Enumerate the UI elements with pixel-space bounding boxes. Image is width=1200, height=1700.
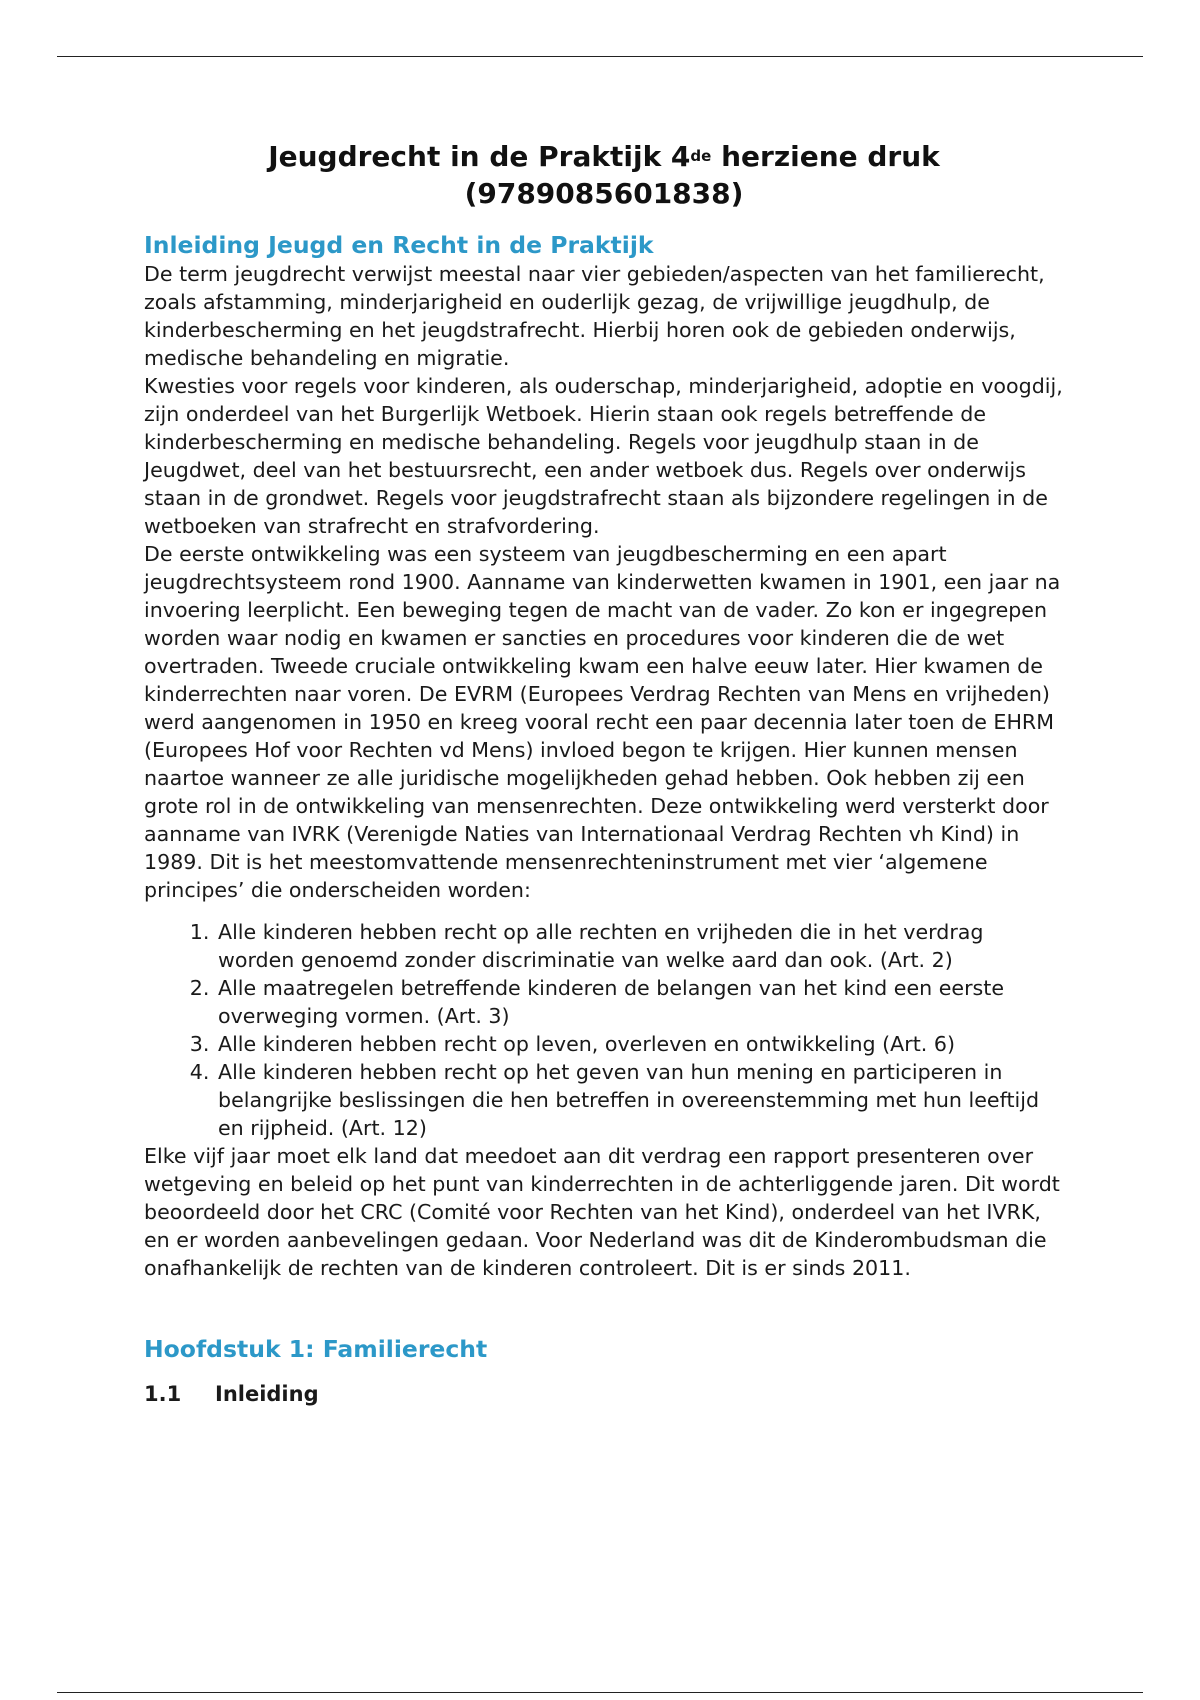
title-isbn: (9789085601838) — [464, 177, 744, 210]
intro-heading: Inleiding Jeugd en Recht in de Praktijk — [144, 231, 654, 259]
intro-paragraph-3: De eerste ontwikkeling was een systeem van jeugdbescherming en een apart jeugdrechtsysteem rond 1900. Aanname van kinderwetten kwamen in 1901, een jaar na invoering leerplicht. Een beweging tegen de macht van de vader. Zo kon er ingegrepen worden waar nodig en kwamen er sancties en procedures voor kinderen die de wet overtraden. Tweede cruciale ontwikkeling kwam een halve eeuw later. Hier kwamen de kinderrechten naar voren. De EVRM (Europees Verdrag Rechten van Mens en vrijheden) werd aangenomen in 1950 en kreeg vooral recht een paar decennia later toen de EHRM (Europees Hof voor Rechten vd Mens) invloed begon te krijgen. Hier kunnen mensen naartoe wanneer ze alle juridische mogelijkheden gehad hebben. Ook hebben zij een grote rol in de ontwikkeling van mensenrechten. Deze ontwikkeling werd versterkt door aanname van IVRK (Verenigde Naties van Internationaal Verdrag Rechten vh Kind) in 1989. Dit is het meestomvattende mensenrechteninstrument met vier ‘algemene principes’ die onderscheiden worden: — [144, 542, 1061, 902]
title-rest: herziene druk — [711, 140, 940, 173]
document-title — [144, 138, 1064, 212]
subsection-title: Inleiding — [215, 1382, 319, 1406]
principle-item-2: 2. Alle maatregelen betreffende kinderen de belangen van het kind een eerste overweging vormen. (Art. 3) — [216, 974, 1064, 1030]
document-page — [144, 138, 1064, 1408]
principle-item-1: 1. Alle kinderen hebben recht op alle rechten en vrijheden die in het verdrag worden genoemd zonder discriminatie van welke aard dan ook. (Art. 2) — [216, 918, 1064, 974]
title-main: Jeugdrecht in de Praktijk 4 — [268, 140, 691, 173]
title-superscript: de — [690, 147, 712, 165]
subsection-heading — [144, 1380, 1064, 1408]
intro-closing-paragraph: Elke vijf jaar moet elk land dat meedoet aan dit verdrag een rapport presenteren over wetgeving en beleid op het punt van kinderrechten in de achterliggende jaren. Dit wordt beoordeeld door het CRC (Comité voor Rechten van het Kind), onderdeel van het IVRK, en er worden aanbevelingen gedaan. Voor Nederland was dit de Kinderombudsman die onafhankelijk de rechten van de kinderen controleert. Dit is er sinds 2011. — [144, 1144, 1060, 1280]
chapter-heading: Hoofdstuk 1: Familierecht — [144, 1335, 488, 1363]
principles-list — [144, 918, 1064, 1142]
principle-item-4: 4. Alle kinderen hebben recht op het geven van hun mening en participeren in belangrijke beslissingen die hen betreffen in overeenstemming met hun leeftijd en rijpheid. (Art. 12) — [216, 1058, 1064, 1142]
intro-paragraph-1: De term jeugdrecht verwijst meestal naar vier gebieden/aspecten van het familierecht, zoals afstamming, minderjarigheid en ouderlijk gezag, de vrijwillige jeugdhulp, de kinderbescherming en het jeugdstrafrecht. Hierbij horen ook de gebieden onderwijs, medische behandeling en migratie. — [144, 262, 1045, 370]
principle-item-3: 3. Alle kinderen hebben recht op leven, overleven en ontwikkeling (Art. 6) — [216, 1030, 1064, 1058]
intro-paragraph-2: Kwesties voor regels voor kinderen, als ouderschap, minderjarigheid, adoptie en voogdij, zijn onderdeel van het Burgerlijk Wetboek. Hierin staan ook regels betreffende de kinderbescherming en medische behandeling. Regels voor jeugdhulp staan in de Jeugdwet, deel van het bestuursrecht, een ander wetboek dus. Regels over onderwijs staan in de grondwet. Regels voor jeugdstrafrecht staan als bijzondere regelingen in de wetboeken van strafrecht en strafvordering. — [144, 374, 1063, 538]
subsection-number: 1.1 — [144, 1382, 182, 1406]
footer-rule — [57, 1692, 1143, 1693]
header-rule — [57, 56, 1143, 57]
